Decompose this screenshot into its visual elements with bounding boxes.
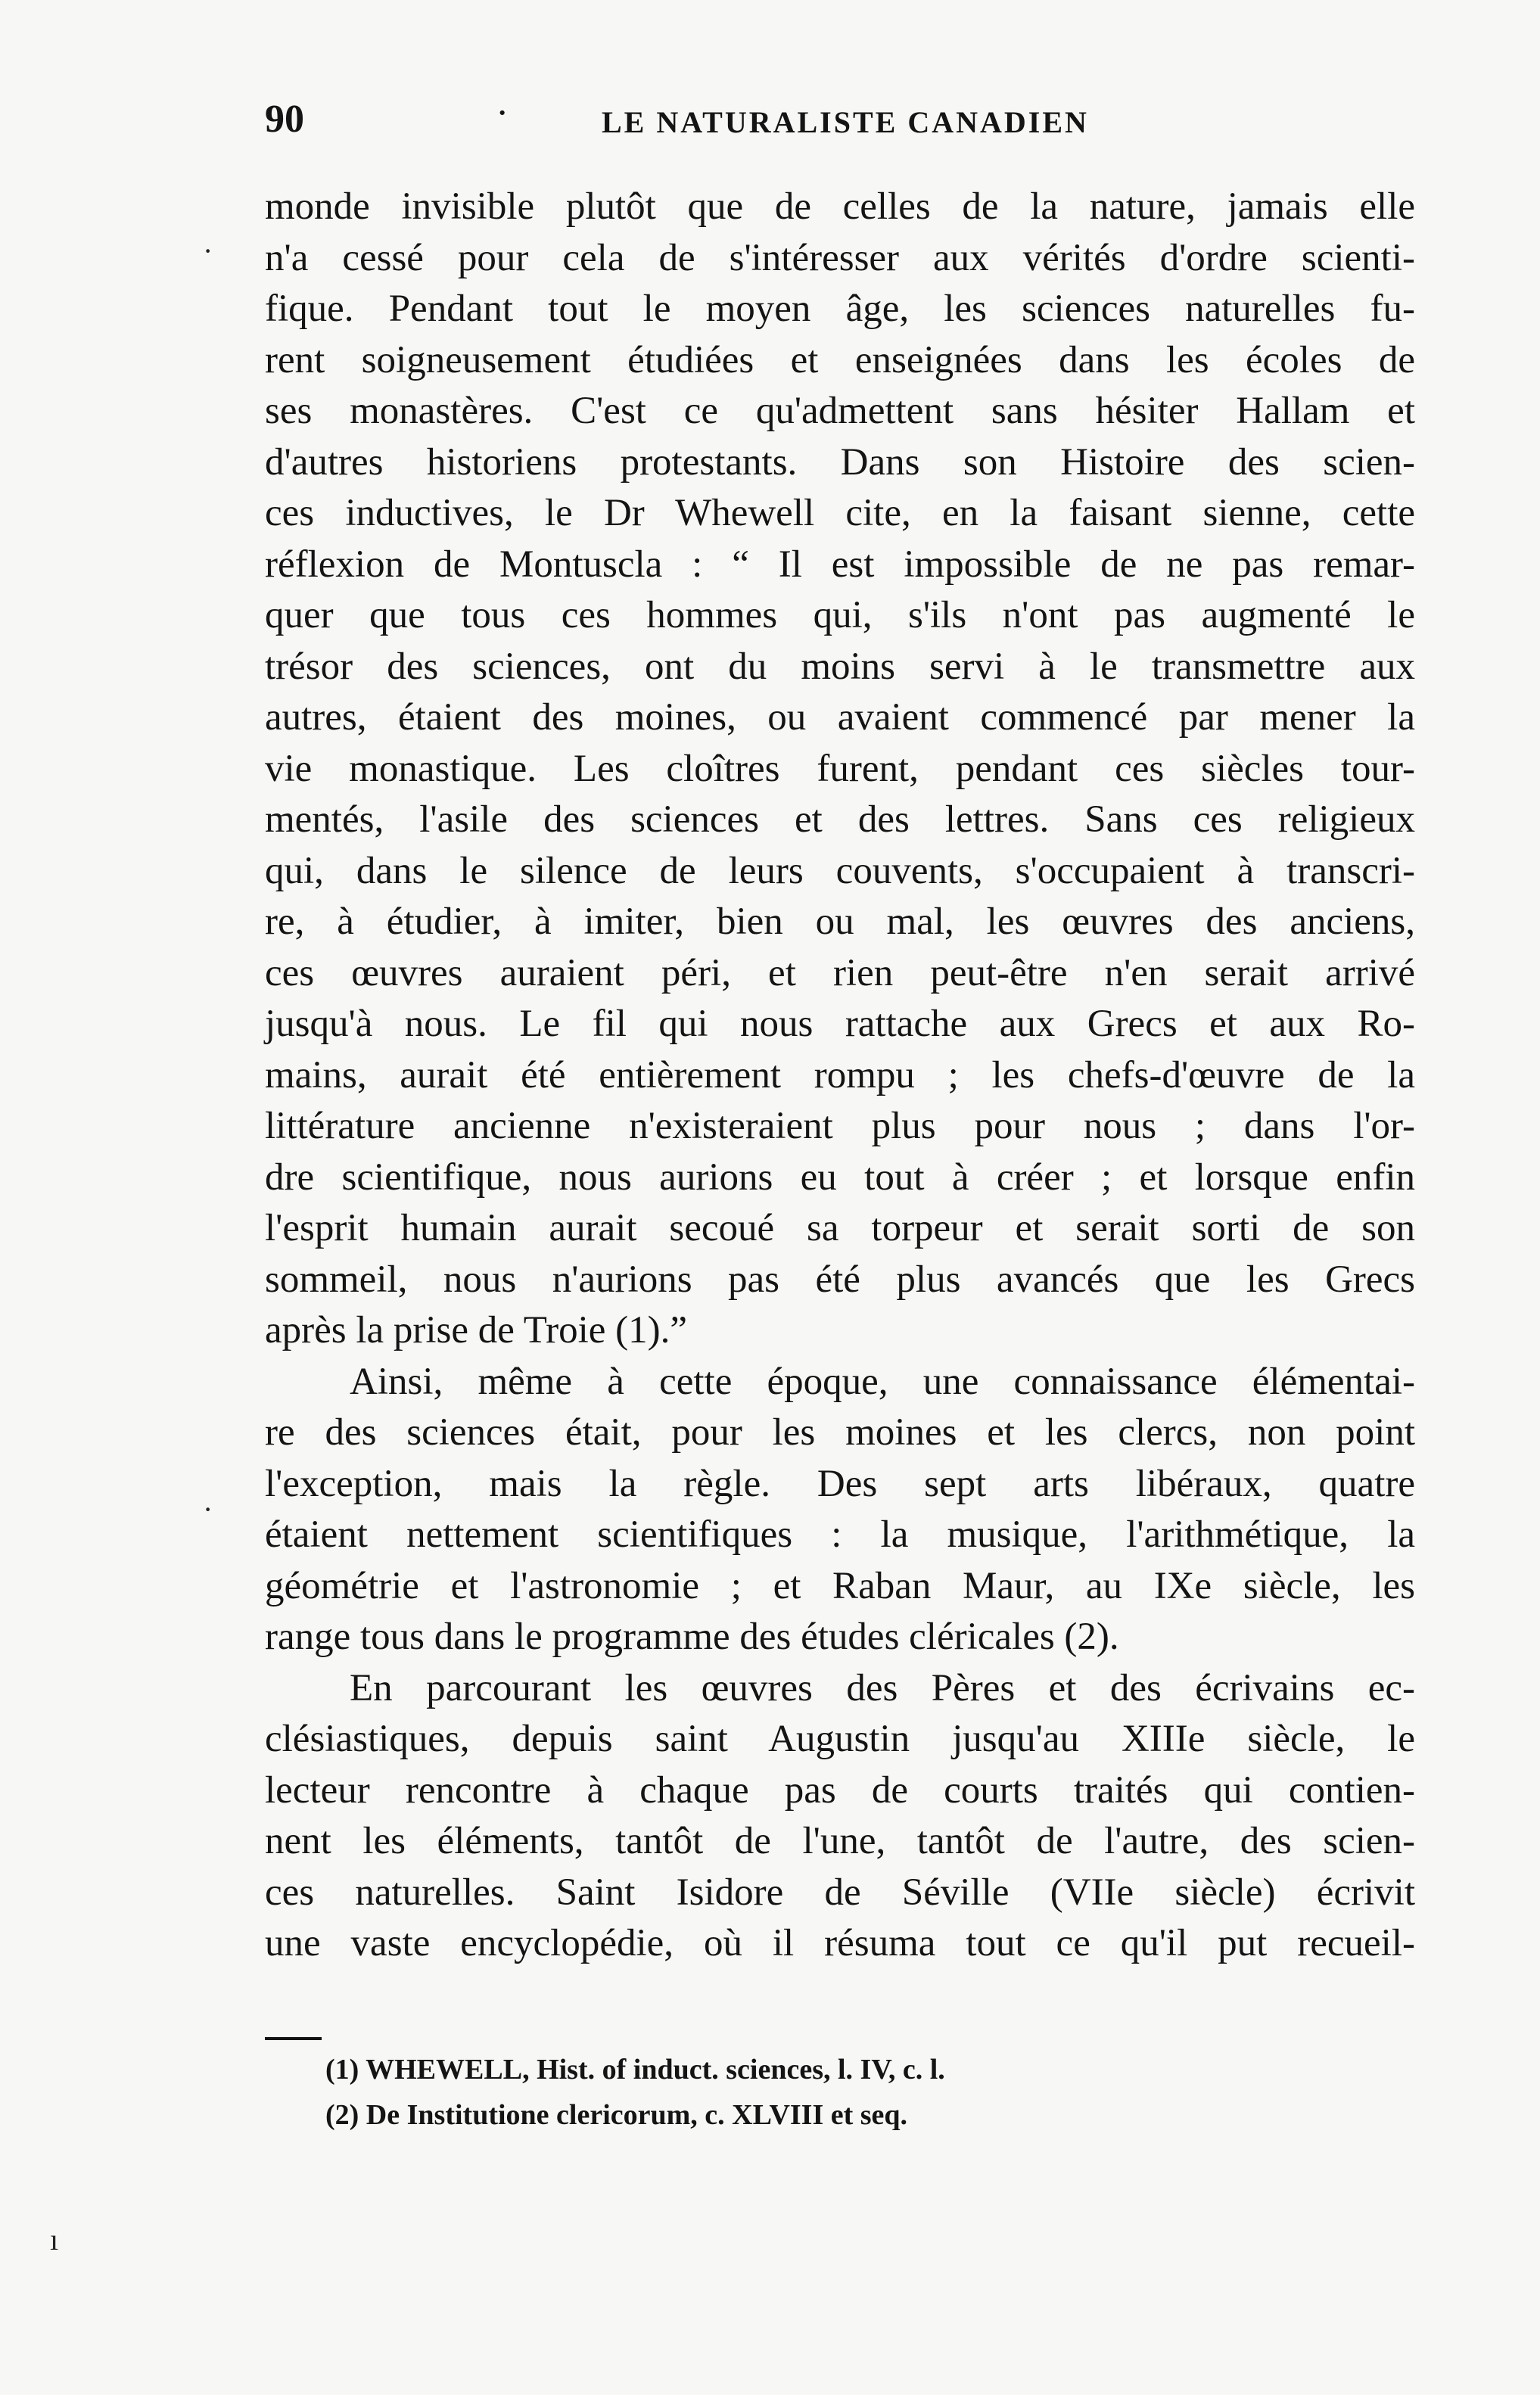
margin-speck: · [203, 1492, 213, 1526]
paragraph-first-line: Ainsi, même à cette époque, une connaissance élémentai- [350, 1360, 1415, 1403]
page-number: 90 [265, 98, 304, 141]
text-line: ces inductives, le Dr Whewell cite, en la faisant sienne, cette [265, 492, 1415, 534]
text-line: re des sciences était, pour les moines et les clercs, non point [265, 1411, 1415, 1454]
text-line: fique. Pendant tout le moyen âge, les sciences naturelles fu- [265, 288, 1415, 330]
footnotes [325, 2047, 1385, 2138]
text-line: une vaste encyclopédie, où il résuma tout ce qu'il put recueil- [265, 1922, 1415, 1964]
text-line: autres, étaient des moines, ou avaient commencé par mener la [265, 696, 1415, 739]
text-line: l'esprit humain aurait secoué sa torpeur et serait sorti de son [265, 1207, 1415, 1249]
header-separator: · [496, 92, 509, 135]
body-text [265, 182, 1415, 1970]
text-line: réflexion de Montuscla : “ Il est impossible de ne pas remar- [265, 543, 1415, 586]
text-line: étaient nettement scientifiques : la musique, l'arithmétique, la [265, 1513, 1415, 1556]
text-line: clésiastiques, depuis saint Augustin jusqu'au XIIIe siècle, le [265, 1718, 1415, 1760]
text-line: après la prise de Troie (1).” [265, 1309, 688, 1351]
text-line: qui, dans le silence de leurs couvents, s'occupaient à transcri- [265, 849, 1415, 892]
text-line: littérature ancienne n'existeraient plus pour nous ; dans l'or- [265, 1105, 1415, 1147]
text-line: mains, aurait été entièrement rompu ; les chefs-d'œuvre de la [265, 1053, 1415, 1096]
text-line: jusqu'à nous. Le fil qui nous rattache aux Grecs et aux Ro- [265, 1003, 1415, 1045]
text-line: géométrie et l'astronomie ; et Raban Maur, au IXe siècle, les [265, 1564, 1415, 1607]
text-line: sommeil, nous n'aurions pas été plus avancés que les Grecs [265, 1258, 1415, 1301]
text-line: quer que tous ces hommes qui, s'ils n'ont pas augmenté le [265, 594, 1415, 636]
paragraph-first-line: En parcourant les œuvres des Pères et des écrivains ec- [350, 1666, 1415, 1709]
text-line: ces œuvres auraient péri, et rien peut-être n'en serait arrivé [265, 951, 1415, 994]
margin-speck: · [203, 234, 213, 268]
text-line: trésor des sciences, ont du moins servi à le transmettre aux [265, 645, 1415, 688]
text-line: ses monastères. C'est ce qu'admettent sans hésiter Hallam et [265, 390, 1415, 432]
text-line: mentés, l'asile des sciences et des lettres. Sans ces religieux [265, 798, 1415, 841]
text-line: range tous dans le programme des études cléricales (2). [265, 1616, 1119, 1658]
text-line: d'autres historiens protestants. Dans son Histoire des scien- [265, 440, 1415, 484]
text-line: lecteur rencontre à chaque pas de courts traités qui contien- [265, 1768, 1415, 1812]
text-line: nent les éléments, tantôt de l'une, tantôt de l'autre, des scien- [265, 1820, 1415, 1862]
text-line: l'exception, mais la règle. Des sept arts libéraux, quatre [265, 1462, 1415, 1505]
text-line: re, à étudier, à imiter, bien ou mal, les œuvres des anciens, [265, 900, 1415, 943]
text-line: n'a cessé pour cela de s'intéresser aux vérités d'ordre scienti- [265, 236, 1415, 279]
text-line: ces naturelles. Saint Isidore de Séville (VIIe siècle) écrivit [265, 1871, 1415, 1914]
text-line: dre scientifique, nous aurions eu tout à créer ; et lorsque enfin [265, 1156, 1415, 1199]
text-line: vie monastique. Les cloîtres furent, pendant ces siècles tour- [265, 747, 1415, 790]
running-head: LE NATURALISTE CANADIEN [602, 105, 1089, 139]
text-line: monde invisible plutôt que de celles de la nature, jamais elle [265, 185, 1415, 228]
footnote-rule [265, 2037, 322, 2040]
text-line: rent soigneusement étudiées et enseignées dans les écoles de [265, 338, 1415, 381]
footnote-1: (1) WHEWELL, Hist. of induct. sciences, l. IV, c. l. [325, 2054, 945, 2086]
page-header [265, 92, 1415, 157]
footnote-2: (2) De Institutione clericorum, c. XLVIII et seq. [325, 2099, 908, 2131]
margin-speck: ı [50, 2222, 59, 2257]
